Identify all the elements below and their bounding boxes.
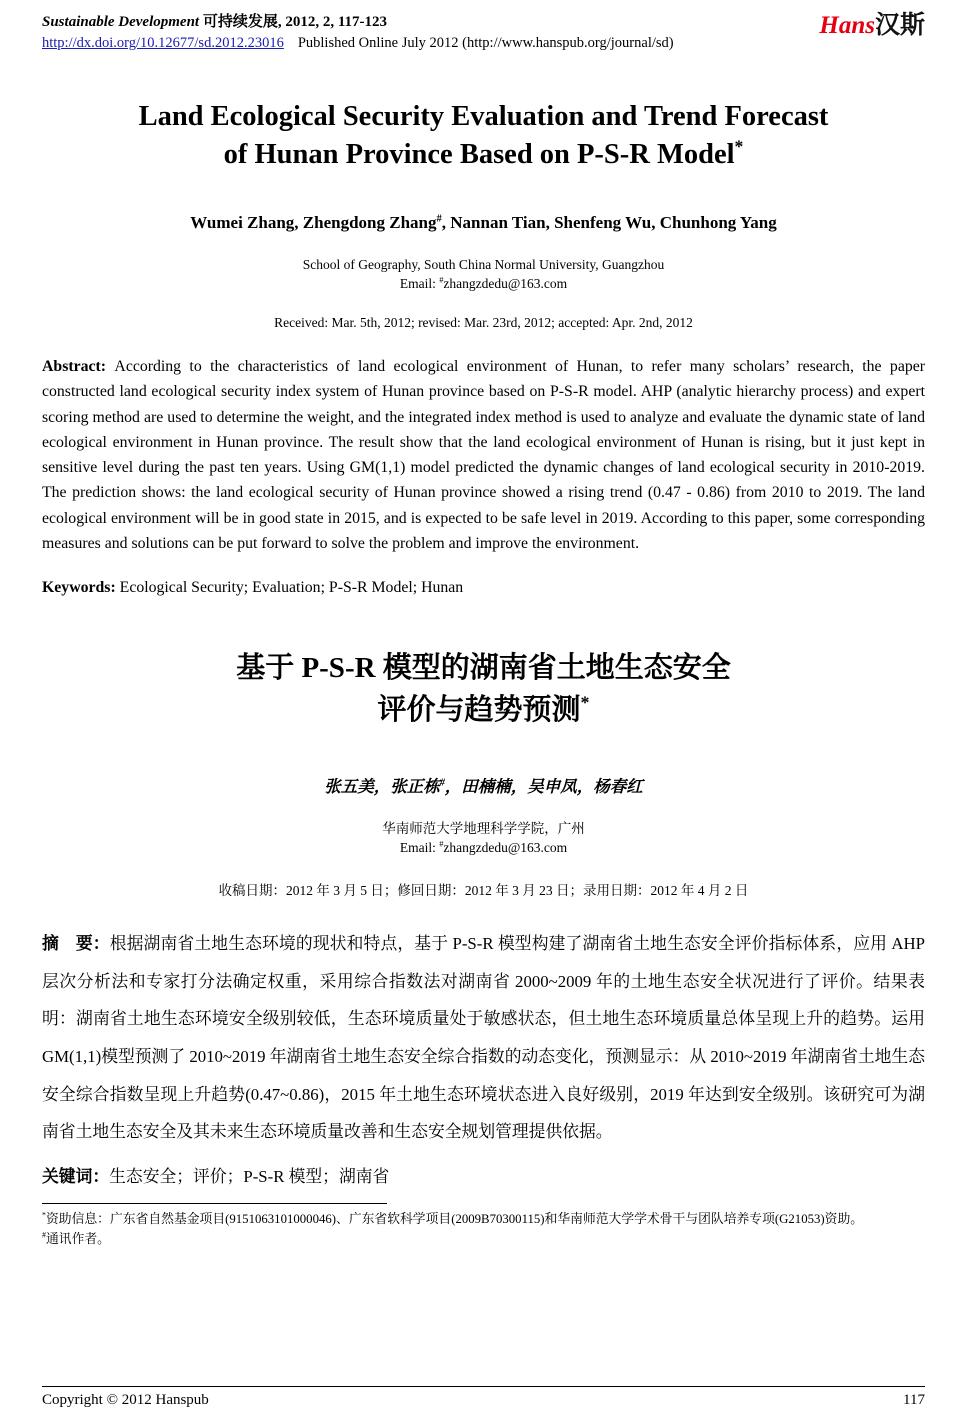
corresponding-footnote-marker: # — [42, 1230, 46, 1240]
funding-footnote — [42, 1209, 925, 1229]
doi-line — [42, 35, 674, 52]
hans-logo — [819, 12, 925, 40]
email-marker-en: # — [439, 275, 444, 285]
hans-logo-chinese: 汉斯 — [874, 12, 925, 39]
email-address-cn: zhangzdedu@163.com — [443, 840, 568, 856]
hans-logo-latin: Hans — [819, 12, 875, 39]
keywords-label-cn: 关键词： — [42, 1166, 110, 1186]
keywords-label-en: Keywords: — [42, 579, 120, 597]
keywords-text-cn: 生态安全；评价；P-S-R 模型；湖南省 — [109, 1166, 390, 1186]
journal-title-line — [42, 10, 674, 31]
journal-info — [42, 10, 674, 52]
paper-title-en — [42, 98, 925, 173]
authors-cn — [42, 773, 925, 797]
affiliation-en: School of Geography, South China Normal University, Guangzhou — [302, 257, 665, 273]
funding-footnote-text: 资助信息：广东省自然基金项目(9151063101000046)、广东省软科学项目(2009B70300115)和华南师范大学学术骨干与团队培养专项(G21053)资助。 — [45, 1211, 864, 1226]
title-en-footnote-marker: * — [734, 136, 744, 157]
email-address-en: zhangzdedu@163.com — [443, 276, 568, 292]
keywords-text-en: Ecological Security; Evaluation; P-S-R Model; Hunan — [119, 579, 464, 597]
email-label-cn: Email: — [399, 840, 440, 856]
abstract-en — [42, 354, 925, 556]
keywords-cn — [42, 1163, 925, 1187]
authors-en-marker: # — [436, 213, 442, 225]
authors-en-pre: Wumei Zhang, Zhengdong Zhang — [190, 213, 437, 233]
affiliation-block-en — [42, 256, 925, 294]
title-cn-line1: 基于 P-S-R 模型的湖南省土地生态安全 — [236, 652, 731, 685]
abstract-text-cn: 根据湖南省土地生态环境的现状和特点，基于 P-S-R 模型构建了湖南省土地生态安全评价指标体系，应用 AHP 层次分析法和专家打分法确定权重，采用综合指数法对湖南省 2000~2009 年的土地生态安全状况进行了评价。结果表明：湖南省土地生态环境安全级别较低，生态环境质量处于敏感状态，但土地生态环境质量总体呈现上升的趋势。运用 GM(1,1)模型预测了 2010~2019 年湖南省土地生态安全综合指数的动态变化，预测显示：从 2010~2019 年湖南省土地生态安全综合指数呈现上升趋势(0.47~0.86)，2015 年土地生态环境状态进入良好级别，2019 年达到安全级别。该研究可为湖南省土地生态安全及其未来生态环境质量改善和生态安全规划管理提供依据。 — [42, 934, 925, 1142]
abstract-text-en: According to the characteristics of land ecological environment of Hunan, to refer many scholars’ research, the paper constructed land ecological security index system of Hunan province based on P-S-R model. AHP (analytic hierarchy process) and expert scoring method are used to determine the weight, and the integrated index method is used to analyze and evaluate the dynamic state of land ecological environment in Hunan province. The result show that the land ecological environment of Hunan is rising, but it just kept in sensitive level during the past ten years. Using GM(1,1) model predicted the dynamic changes of land ecological security in 2010-2019. The prediction shows: the land ecological security of Hunan province showed a rising trend (0.47 - 0.86) from 2010 to 2019. The land ecological environment will be in good state in 2015, and is expected to be safe level in 2019. According to this paper, some corresponding measures and solutions can be put forward to solve the problem and improve the environment. — [42, 358, 925, 552]
title-cn-footnote-marker: * — [580, 692, 590, 713]
page-number: 117 — [903, 1392, 925, 1408]
authors-en-post: , Nannan Tian, Shenfeng Wu, Chunhong Yang — [441, 213, 777, 233]
authors-cn-pre: 张五美，张正栋 — [324, 777, 440, 797]
email-line-en — [42, 275, 925, 294]
title-en-line1: Land Ecological Security Evaluation and Trend Forecast — [138, 101, 829, 132]
doi-link[interactable]: http://dx.doi.org/10.12677/sd.2012.23016 — [42, 35, 284, 51]
received-line-cn: 收稿日期：2012 年 3 月 5 日；修回日期：2012 年 3 月 23 日；录用日期：2012 年 4 月 2 日 — [218, 883, 749, 898]
affiliation-cn: 华南师范大学地理科学学院，广州 — [382, 821, 585, 837]
page-footer — [42, 1386, 925, 1409]
email-label-en: Email: — [399, 276, 440, 292]
abstract-cn — [42, 925, 925, 1151]
copyright-text: Copyright © 2012 Hanspub — [42, 1392, 209, 1408]
email-marker-cn: # — [439, 839, 444, 849]
authors-en — [42, 213, 925, 233]
journal-header — [42, 10, 925, 52]
abstract-label-en: Abstract: — [42, 358, 115, 375]
abstract-label-cn: 摘 要： — [42, 934, 110, 953]
affiliation-block-cn — [42, 820, 925, 858]
title-en-line2: of Hunan Province Based on P-S-R Model — [223, 138, 735, 170]
journal-issue-info: 可持续发展, 2012, 2, 117-123 — [199, 14, 388, 30]
email-line-cn — [42, 839, 925, 858]
published-info: Published Online July 2012 (http://www.hanspub.org/journal/sd) — [297, 35, 674, 51]
corresponding-footnote-text: 通讯作者。 — [45, 1232, 110, 1247]
footer-divider — [42, 1386, 925, 1387]
keywords-en — [42, 579, 925, 597]
authors-cn-marker: # — [439, 777, 445, 789]
footnote-area — [42, 1203, 925, 1250]
corresponding-author-footnote — [42, 1229, 925, 1249]
title-cn-line2: 评价与趋势预测 — [377, 694, 581, 727]
paper-title-cn — [42, 647, 925, 731]
authors-cn-post: ，田楠楠，吴申凤，杨春红 — [444, 777, 643, 797]
funding-footnote-marker: * — [42, 1210, 46, 1220]
footnote-divider — [42, 1203, 387, 1204]
received-line-en: Received: Mar. 5th, 2012; revised: Mar. 23rd, 2012; accepted: Apr. 2nd, 2012 — [274, 315, 693, 330]
journal-name: Sustainable Development — [42, 14, 200, 30]
